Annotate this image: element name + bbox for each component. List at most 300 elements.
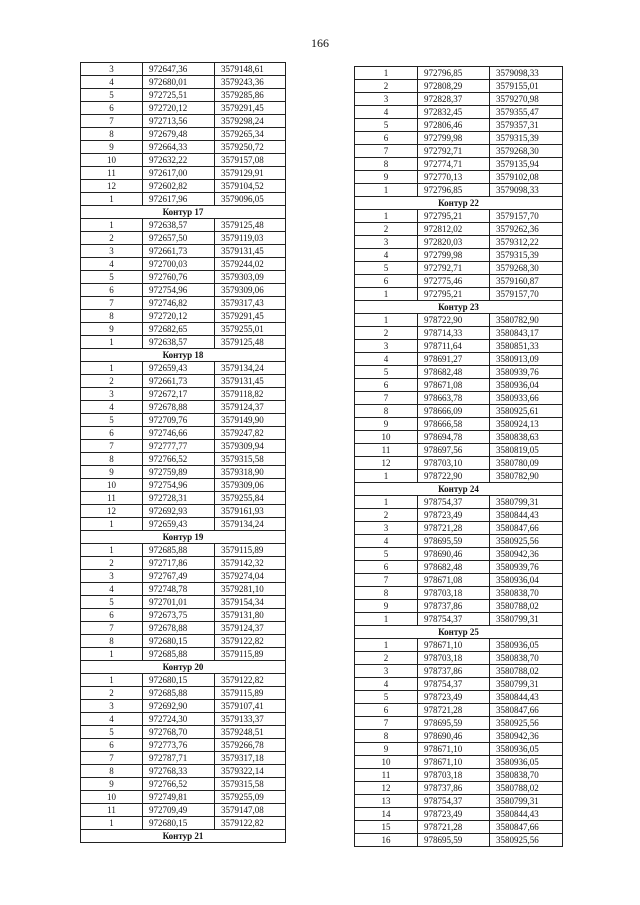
- x-coordinate: 972602,82: [143, 180, 215, 193]
- x-coordinate: 978723,49: [418, 691, 490, 704]
- table-row: [81, 180, 286, 193]
- x-coordinate: 978695,59: [418, 717, 490, 730]
- x-coordinate: 972749,81: [143, 791, 215, 804]
- table-row: [81, 518, 286, 531]
- point-number: 2: [81, 232, 143, 245]
- table-row: [81, 791, 286, 804]
- y-coordinate: 3579134,24: [215, 518, 286, 531]
- x-coordinate: 972720,12: [143, 310, 215, 323]
- x-coordinate: 978721,28: [418, 522, 490, 535]
- table-row: [81, 284, 286, 297]
- table-row: [81, 440, 286, 453]
- x-coordinate: 972768,33: [143, 765, 215, 778]
- x-coordinate: 978695,59: [418, 535, 490, 548]
- point-number: 6: [355, 379, 418, 392]
- point-number: 3: [81, 245, 143, 258]
- x-coordinate: 972709,49: [143, 804, 215, 817]
- contour-header-row: [355, 483, 563, 496]
- table-row: [81, 245, 286, 258]
- x-coordinate: 972792,71: [418, 145, 490, 158]
- table-row: [355, 366, 563, 379]
- x-coordinate: 972632,22: [143, 154, 215, 167]
- point-number: 2: [81, 375, 143, 388]
- point-number: 6: [355, 275, 418, 288]
- y-coordinate: 3580936,05: [490, 639, 563, 652]
- table-row: [355, 171, 563, 184]
- table-row: [355, 821, 563, 834]
- y-coordinate: 3580799,31: [490, 496, 563, 509]
- contour-header-row: [81, 206, 286, 219]
- y-coordinate: 3579133,37: [215, 713, 286, 726]
- x-coordinate: 978671,08: [418, 379, 490, 392]
- y-coordinate: 3580936,04: [490, 379, 563, 392]
- table-row: [355, 691, 563, 704]
- point-number: 3: [355, 93, 418, 106]
- y-coordinate: 3579134,24: [215, 362, 286, 375]
- point-number: 7: [81, 115, 143, 128]
- x-coordinate: 972638,57: [143, 336, 215, 349]
- table-row: [81, 596, 286, 609]
- y-coordinate: 3579270,98: [490, 93, 563, 106]
- x-coordinate: 972617,00: [143, 167, 215, 180]
- y-coordinate: 3579122,82: [215, 674, 286, 687]
- y-coordinate: 3579115,89: [215, 648, 286, 661]
- table-row: [355, 275, 563, 288]
- point-number: 11: [81, 167, 143, 180]
- y-coordinate: 3579154,34: [215, 596, 286, 609]
- point-number: 4: [81, 258, 143, 271]
- point-number: 7: [355, 392, 418, 405]
- table-row: [81, 414, 286, 427]
- y-coordinate: 3580851,33: [490, 340, 563, 353]
- x-coordinate: 972828,37: [418, 93, 490, 106]
- point-number: 4: [355, 353, 418, 366]
- table-row: [81, 778, 286, 791]
- x-coordinate: 972795,21: [418, 210, 490, 223]
- table-row: [81, 336, 286, 349]
- table-row: [81, 687, 286, 700]
- x-coordinate: 972795,21: [418, 288, 490, 301]
- contour-title: Контур 22: [355, 197, 563, 210]
- point-number: 7: [355, 145, 418, 158]
- point-number: 5: [355, 548, 418, 561]
- y-coordinate: 3579098,33: [490, 67, 563, 80]
- point-number: 10: [81, 154, 143, 167]
- table-row: [81, 271, 286, 284]
- point-number: 1: [355, 613, 418, 626]
- contour-header-row: [81, 830, 286, 843]
- point-number: 3: [355, 665, 418, 678]
- table-row: [81, 804, 286, 817]
- point-number: 8: [81, 765, 143, 778]
- x-coordinate: 978690,46: [418, 730, 490, 743]
- point-number: 8: [355, 587, 418, 600]
- point-number: 5: [81, 414, 143, 427]
- x-coordinate: 972767,49: [143, 570, 215, 583]
- y-coordinate: 3579315,58: [215, 778, 286, 791]
- y-coordinate: 3579281,10: [215, 583, 286, 596]
- table-row: [355, 730, 563, 743]
- point-number: 6: [355, 704, 418, 717]
- x-coordinate: 972792,71: [418, 262, 490, 275]
- y-coordinate: 3579160,87: [490, 275, 563, 288]
- table-row: [81, 635, 286, 648]
- point-number: 3: [81, 388, 143, 401]
- x-coordinate: 972661,73: [143, 245, 215, 258]
- point-number: 9: [355, 171, 418, 184]
- table-row: [355, 431, 563, 444]
- table-row: [355, 600, 563, 613]
- point-number: 8: [81, 453, 143, 466]
- x-coordinate: 978754,37: [418, 678, 490, 691]
- y-coordinate: 3580844,43: [490, 509, 563, 522]
- y-coordinate: 3579309,94: [215, 440, 286, 453]
- x-coordinate: 972754,96: [143, 284, 215, 297]
- table-row: [355, 652, 563, 665]
- point-number: 3: [355, 340, 418, 353]
- point-number: 1: [355, 184, 418, 197]
- x-coordinate: 972775,46: [418, 275, 490, 288]
- point-number: 10: [81, 791, 143, 804]
- table-row: [355, 574, 563, 587]
- y-coordinate: 3579250,72: [215, 141, 286, 154]
- table-row: [81, 739, 286, 752]
- y-coordinate: 3580942,36: [490, 548, 563, 561]
- point-number: 1: [355, 314, 418, 327]
- y-coordinate: 3580847,66: [490, 704, 563, 717]
- x-coordinate: 972678,88: [143, 401, 215, 414]
- point-number: 8: [81, 128, 143, 141]
- point-number: 4: [355, 535, 418, 548]
- table-row: [81, 375, 286, 388]
- y-coordinate: 3580939,76: [490, 561, 563, 574]
- x-coordinate: 978722,90: [418, 314, 490, 327]
- table-row: [81, 219, 286, 232]
- x-coordinate: 978703,10: [418, 457, 490, 470]
- point-number: 11: [81, 492, 143, 505]
- y-coordinate: 3580819,05: [490, 444, 563, 457]
- table-row: [355, 210, 563, 223]
- x-coordinate: 978721,28: [418, 821, 490, 834]
- point-number: 6: [81, 427, 143, 440]
- y-coordinate: 3579135,94: [490, 158, 563, 171]
- y-coordinate: 3579357,31: [490, 119, 563, 132]
- y-coordinate: 3579155,01: [490, 80, 563, 93]
- point-number: 12: [355, 782, 418, 795]
- x-coordinate: 972806,46: [418, 119, 490, 132]
- table-row: [355, 795, 563, 808]
- y-coordinate: 3580838,63: [490, 431, 563, 444]
- x-coordinate: 972768,70: [143, 726, 215, 739]
- table-row: [81, 310, 286, 323]
- y-coordinate: 3579247,82: [215, 427, 286, 440]
- y-coordinate: 3579268,30: [490, 262, 563, 275]
- contour-header-row: [81, 531, 286, 544]
- table-row: [355, 457, 563, 470]
- point-number: 8: [81, 310, 143, 323]
- contour-title: Контур 20: [81, 661, 286, 674]
- y-coordinate: 3580838,70: [490, 769, 563, 782]
- table-row: [355, 769, 563, 782]
- table-row: [355, 509, 563, 522]
- table-row: [355, 119, 563, 132]
- table-row: [355, 314, 563, 327]
- point-number: 10: [355, 431, 418, 444]
- y-coordinate: 3579317,43: [215, 297, 286, 310]
- x-coordinate: 972760,76: [143, 271, 215, 284]
- point-number: 1: [81, 336, 143, 349]
- y-coordinate: 3580936,05: [490, 756, 563, 769]
- point-number: 2: [355, 327, 418, 340]
- y-coordinate: 3579124,37: [215, 401, 286, 414]
- x-coordinate: 972812,02: [418, 223, 490, 236]
- x-coordinate: 972679,48: [143, 128, 215, 141]
- x-coordinate: 972680,15: [143, 817, 215, 830]
- table-row: [81, 648, 286, 661]
- point-number: 1: [81, 362, 143, 375]
- x-coordinate: 972746,66: [143, 427, 215, 440]
- table-row: [81, 323, 286, 336]
- point-number: 6: [81, 102, 143, 115]
- point-number: 16: [355, 834, 418, 847]
- y-coordinate: 3580782,90: [490, 470, 563, 483]
- point-number: 7: [355, 574, 418, 587]
- point-number: 12: [81, 505, 143, 518]
- table-row: [355, 704, 563, 717]
- y-coordinate: 3580847,66: [490, 821, 563, 834]
- y-coordinate: 3580936,05: [490, 743, 563, 756]
- table-row: [355, 249, 563, 262]
- x-coordinate: 972820,03: [418, 236, 490, 249]
- point-number: 6: [81, 609, 143, 622]
- x-coordinate: 972746,82: [143, 297, 215, 310]
- point-number: 14: [355, 808, 418, 821]
- table-row: [81, 544, 286, 557]
- point-number: 3: [81, 570, 143, 583]
- table-row: [81, 557, 286, 570]
- y-coordinate: 3579104,52: [215, 180, 286, 193]
- x-coordinate: 972766,52: [143, 778, 215, 791]
- table-row: [81, 258, 286, 271]
- point-number: 15: [355, 821, 418, 834]
- x-coordinate: 972808,29: [418, 80, 490, 93]
- x-coordinate: 972717,86: [143, 557, 215, 570]
- point-number: 1: [81, 193, 143, 206]
- x-coordinate: 972692,93: [143, 505, 215, 518]
- x-coordinate: 978691,27: [418, 353, 490, 366]
- y-coordinate: 3579119,03: [215, 232, 286, 245]
- table-row: [355, 782, 563, 795]
- point-number: 8: [81, 635, 143, 648]
- y-coordinate: 3579118,82: [215, 388, 286, 401]
- y-coordinate: 3579161,93: [215, 505, 286, 518]
- y-coordinate: 3579266,78: [215, 739, 286, 752]
- y-coordinate: 3579122,82: [215, 817, 286, 830]
- y-coordinate: 3579303,09: [215, 271, 286, 284]
- y-coordinate: 3580799,31: [490, 795, 563, 808]
- y-coordinate: 3580780,09: [490, 457, 563, 470]
- x-coordinate: 972799,98: [418, 132, 490, 145]
- x-coordinate: 972700,03: [143, 258, 215, 271]
- table-row: [81, 583, 286, 596]
- x-coordinate: 972787,71: [143, 752, 215, 765]
- y-coordinate: 3580936,04: [490, 574, 563, 587]
- point-number: 1: [81, 544, 143, 557]
- x-coordinate: 972680,01: [143, 76, 215, 89]
- table-row: [355, 444, 563, 457]
- y-coordinate: 3579107,41: [215, 700, 286, 713]
- point-number: 1: [355, 210, 418, 223]
- y-coordinate: 3579122,82: [215, 635, 286, 648]
- y-coordinate: 3579157,70: [490, 210, 563, 223]
- table-row: [355, 834, 563, 847]
- y-coordinate: 3579322,14: [215, 765, 286, 778]
- table-row: [81, 453, 286, 466]
- x-coordinate: 978754,37: [418, 496, 490, 509]
- y-coordinate: 3580838,70: [490, 652, 563, 665]
- point-number: 9: [355, 743, 418, 756]
- y-coordinate: 3579098,33: [490, 184, 563, 197]
- x-coordinate: 978671,10: [418, 743, 490, 756]
- point-number: 7: [355, 717, 418, 730]
- table-row: [81, 232, 286, 245]
- contour-title: Контур 17: [81, 206, 286, 219]
- table-row: [81, 492, 286, 505]
- table-row: [355, 756, 563, 769]
- point-number: 1: [355, 288, 418, 301]
- x-coordinate: 972664,33: [143, 141, 215, 154]
- point-number: 1: [355, 496, 418, 509]
- x-coordinate: 978754,37: [418, 613, 490, 626]
- x-coordinate: 978671,10: [418, 756, 490, 769]
- table-row: [81, 817, 286, 830]
- table-row: [81, 297, 286, 310]
- y-coordinate: 3579125,48: [215, 219, 286, 232]
- x-coordinate: 972796,85: [418, 67, 490, 80]
- point-number: 2: [81, 557, 143, 570]
- x-coordinate: 978714,33: [418, 327, 490, 340]
- table-row: [81, 76, 286, 89]
- table-row: [81, 167, 286, 180]
- table-row: [81, 713, 286, 726]
- point-number: 11: [355, 769, 418, 782]
- x-coordinate: 978711,64: [418, 340, 490, 353]
- table-row: [81, 752, 286, 765]
- point-number: 1: [81, 817, 143, 830]
- y-coordinate: 3579157,70: [490, 288, 563, 301]
- table-row: [355, 405, 563, 418]
- point-number: 8: [355, 730, 418, 743]
- point-number: 1: [81, 674, 143, 687]
- point-number: 9: [81, 141, 143, 154]
- y-coordinate: 3579157,08: [215, 154, 286, 167]
- table-row: [355, 665, 563, 678]
- contour-title: Контур 21: [81, 830, 286, 843]
- table-row: [81, 427, 286, 440]
- point-number: 1: [81, 518, 143, 531]
- y-coordinate: 3579265,34: [215, 128, 286, 141]
- y-coordinate: 3579309,06: [215, 479, 286, 492]
- x-coordinate: 972709,76: [143, 414, 215, 427]
- table-row: [355, 106, 563, 119]
- y-coordinate: 3579243,36: [215, 76, 286, 89]
- table-row: [355, 639, 563, 652]
- point-number: 9: [355, 418, 418, 431]
- table-row: [81, 674, 286, 687]
- y-coordinate: 3580939,76: [490, 366, 563, 379]
- y-coordinate: 3579309,06: [215, 284, 286, 297]
- y-coordinate: 3580844,43: [490, 691, 563, 704]
- x-coordinate: 972617,96: [143, 193, 215, 206]
- x-coordinate: 972661,73: [143, 375, 215, 388]
- x-coordinate: 978682,48: [418, 366, 490, 379]
- table-row: [355, 158, 563, 171]
- point-number: 5: [81, 271, 143, 284]
- point-number: 7: [81, 622, 143, 635]
- coordinate-table-right: [354, 66, 563, 847]
- y-coordinate: 3579291,45: [215, 310, 286, 323]
- y-coordinate: 3579142,32: [215, 557, 286, 570]
- x-coordinate: 972672,17: [143, 388, 215, 401]
- y-coordinate: 3579147,08: [215, 804, 286, 817]
- table-row: [81, 622, 286, 635]
- point-number: 1: [81, 648, 143, 661]
- point-number: 3: [81, 63, 143, 76]
- point-number: 7: [81, 752, 143, 765]
- table-row: [355, 184, 563, 197]
- x-coordinate: 978722,90: [418, 470, 490, 483]
- y-coordinate: 3579285,86: [215, 89, 286, 102]
- y-coordinate: 3579315,58: [215, 453, 286, 466]
- y-coordinate: 3580838,70: [490, 587, 563, 600]
- contour-header-row: [81, 661, 286, 674]
- y-coordinate: 3580925,56: [490, 834, 563, 847]
- table-row: [355, 327, 563, 340]
- x-coordinate: 978703,18: [418, 652, 490, 665]
- x-coordinate: 972713,56: [143, 115, 215, 128]
- point-number: 9: [81, 466, 143, 479]
- point-number: 1: [355, 639, 418, 652]
- point-number: 4: [81, 401, 143, 414]
- y-coordinate: 3579102,08: [490, 171, 563, 184]
- x-coordinate: 978663,78: [418, 392, 490, 405]
- y-coordinate: 3580925,56: [490, 535, 563, 548]
- table-row: [355, 93, 563, 106]
- x-coordinate: 978737,86: [418, 782, 490, 795]
- y-coordinate: 3579318,90: [215, 466, 286, 479]
- point-number: 7: [81, 297, 143, 310]
- point-number: 4: [81, 76, 143, 89]
- coordinate-table-left: [80, 62, 286, 843]
- y-coordinate: 3579255,01: [215, 323, 286, 336]
- table-row: [81, 388, 286, 401]
- y-coordinate: 3579149,90: [215, 414, 286, 427]
- x-coordinate: 972659,43: [143, 362, 215, 375]
- y-coordinate: 3580942,36: [490, 730, 563, 743]
- point-number: 6: [355, 561, 418, 574]
- y-coordinate: 3580799,31: [490, 678, 563, 691]
- x-coordinate: 972680,15: [143, 674, 215, 687]
- point-number: 4: [81, 713, 143, 726]
- point-number: 9: [355, 600, 418, 613]
- y-coordinate: 3579312,22: [490, 236, 563, 249]
- point-number: 10: [355, 756, 418, 769]
- y-coordinate: 3580925,61: [490, 405, 563, 418]
- x-coordinate: 978754,37: [418, 795, 490, 808]
- y-coordinate: 3579248,51: [215, 726, 286, 739]
- contour-header-row: [355, 301, 563, 314]
- table-row: [81, 128, 286, 141]
